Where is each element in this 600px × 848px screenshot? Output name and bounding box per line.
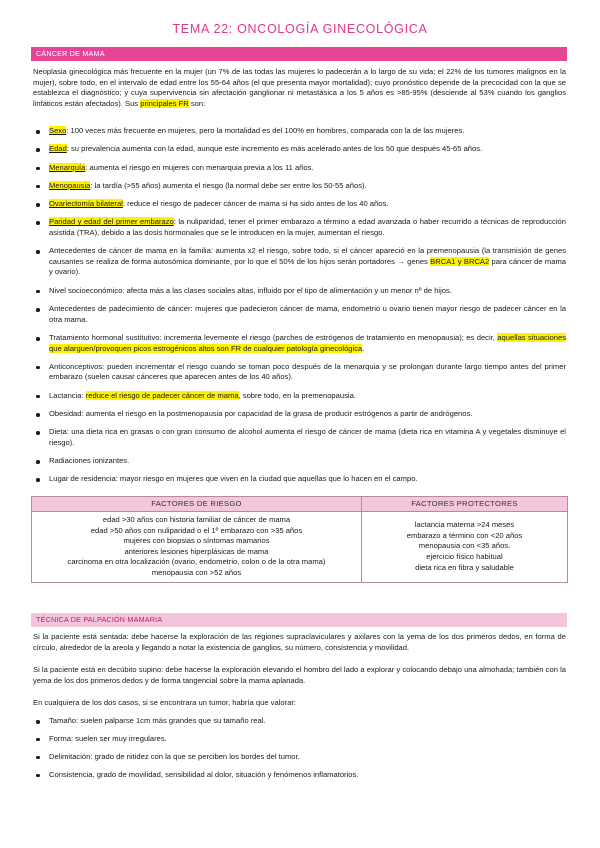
- palpation-seated-paragraph: Si la paciente está sentada: debe hacerse la exploración de las regiones supraclaviculares y axilares con la yema de los dos primeros dedos, en forma de círculo, alrededor de la areola y llegando a notar la existencia de ganglios, su número, consistencia y movilidad.: [33, 632, 566, 652]
- table-row: [32, 512, 568, 583]
- list-item: [33, 181, 566, 192]
- hrt-end: .: [362, 343, 365, 353]
- intro-text: Neoplasia ginecológica más frecuente en la mujer (un 7% de las todas las mujeres lo padecerán a lo largo de su vida; el 22% de los tumores malignos en la mujer), sobre todo, en el intervalo de edad entre los 55-64 años (el que presenta mayor mortalidad); cuyo pronóstico depende de la precocidad con la que se establezca el diagnóstico; y cuya supervivencia sin afectación ganglionar ni metastásica a los 5 años es >85-95% (desciende al 53% cuando los ganglios linfáticos están afectados). Sus: [33, 67, 566, 108]
- list-item: [33, 427, 566, 448]
- tumor-evaluation-list: [33, 716, 566, 780]
- contraceptives-text: Anticonceptivos: pueden incrementar el riesgo cuando se toman poco después de la menarquia y se prolongan durante largo tiempo antes del primer embarazo (suelen causar cánceres que aparecen antes de los 40 años).: [49, 361, 566, 382]
- list-item: Consistencia, grado de movilidad, sensibilidad al dolor, situación y fenómenos inflamatorios.: [33, 770, 566, 781]
- lactation-highlight: reduce el riesgo de padecer cáncer de mama: [85, 390, 239, 400]
- family-end: para cáncer de mama y ovario).: [49, 256, 566, 277]
- list-item: [33, 199, 566, 210]
- section-heading-breast-cancer: CÁNCER DE MAMA: [31, 47, 567, 61]
- header-protective-factors: FACTORES PROTECTORES: [362, 497, 568, 512]
- list-item: [33, 144, 566, 155]
- diet-text: Dieta: una dieta rica en grasas o con gran consumo de alcohol aumenta el riesgo de cáncer de mama (dieta rica en vitamina A y vegetales disminuye el riesgo).: [49, 427, 566, 447]
- family-highlight: BRCA1 y BRCA2: [430, 256, 490, 266]
- factor-text: : la tardía (>55 años) aumenta el riesgo (la normal debe ser entre los 50-55 años).: [90, 180, 367, 190]
- list-item: [33, 409, 566, 420]
- factor-label: Ovariectomía bilateral: [49, 199, 123, 209]
- list-item: [33, 362, 566, 383]
- list-item: [33, 456, 566, 467]
- page-title: TEMA 22: ONCOLOGÍA GINECOLÓGICA: [172, 22, 428, 36]
- list-item: [33, 286, 566, 297]
- risk-factor-list: [33, 126, 566, 485]
- intro-paragraph: [33, 67, 566, 109]
- protect-item: embarazo a término con <20 años: [406, 530, 523, 540]
- intro-end: son:: [188, 98, 206, 108]
- palpation-supine-paragraph: Si la paciente está en decúbito supino: debe hacerse la exploración elevando el hombro del lado a explorar y colocando debajo una almohada; también con la yema de los dos primeros dedos y de forma tangencial sobre la mama aplanada.: [33, 665, 566, 685]
- list-item: Delimitación: grado de nitidez con la que se perciben los bordes del tumor.: [33, 752, 566, 763]
- hrt-text: Tratamiento hormonal sustitutivo: incrementa levemente el riesgo (parches de estrógenos de tratamiento en menopausia); es decir,: [49, 332, 498, 342]
- list-item: [33, 246, 566, 278]
- factor-label: Paridad y edad del primer embarazo: [49, 217, 174, 227]
- list-item: [33, 474, 566, 485]
- prior-text: Antecedentes de padecimiento de cáncer: mujeres que padecieron cáncer de mama, endometrio u ovario tienen mayor riesgo de padecer cáncer en la otra mama.: [49, 304, 566, 324]
- factor-label: Sexo: [49, 126, 67, 135]
- factor-label: Menopausia: [49, 180, 91, 190]
- list-item: Tamaño: suelen palparse 1cm más grandes que su tamaño real.: [33, 716, 566, 727]
- family-text: Antecedentes de cáncer de mama en la familia: aumenta x2 el riesgo, sobre todo, si el cáncer apareció en la premenopausia (la transmisión de genes causantes se realiza de forma autosómica dominante, por lo que el 50% de los hijos serán portadores → genes: [49, 246, 566, 266]
- table-header-row: [32, 497, 568, 512]
- section-heading-palpation: TÉCNICA DE PALPACIÓN MAMARIA: [31, 613, 567, 627]
- radiation-text: Radiaciones ionizantes.: [49, 456, 130, 466]
- protect-item: dieta rica en fibra y saludable: [415, 562, 514, 572]
- list-item: [33, 304, 566, 325]
- protect-item: ejercicio físico habitual: [426, 552, 503, 562]
- risk-factors-cell: [32, 512, 362, 583]
- risk-item: edad >50 años con nuliparidad o el 1º embarazo con >35 años: [90, 525, 303, 535]
- socio-text: Nivel socioeconómico: afecta más a las clases sociales altas, influido por el tipo de alimentación y un menor nº de hijos.: [49, 285, 452, 295]
- list-item: [33, 217, 566, 238]
- list-item: [33, 126, 566, 137]
- risk-item: anteriores lesiones hiperplásicas de mama: [124, 546, 269, 556]
- lactation-end: , sobre todo, en la premenopausia.: [238, 390, 356, 400]
- intro-highlight: principales FR: [140, 98, 189, 108]
- list-item: [33, 163, 566, 174]
- palpation-evaluation-paragraph: En cualquiera de los dos casos, si se encontrara un tumor, habría que valorar:: [33, 698, 296, 707]
- protect-item: menopausia con <35 años.: [418, 541, 511, 551]
- risk-item: carcinoma en otra localización (ovario, endometrio, colon o de la otra mama): [67, 557, 326, 567]
- factor-text: : la nuliparidad, tener el primer embarazo a término a edad avanzada o haber recurrido a técnicas de reproducción asistida (TRA), debido a las dosis hormonales que se le introducen en la mujer, aumentan el riesgo.: [49, 217, 566, 237]
- residence-text: Lugar de residencia: mayor riesgo en mujeres que viven en la ciudad que aquellas que lo hacen en el campo.: [49, 474, 418, 484]
- list-item: [33, 391, 566, 402]
- list-item: [33, 333, 566, 354]
- protective-factors-cell: [362, 512, 568, 583]
- factor-text: : 100 veces más frecuente en mujeres, pero la mortalidad es del 100% en hombres, comparada con la de las mujeres.: [66, 126, 465, 135]
- protect-item: lactancia materna >24 meses: [414, 520, 515, 530]
- header-risk-factors: FACTORES DE RIESGO: [32, 497, 362, 512]
- factor-text: : reduce el riesgo de padecer cáncer de mama si ha sido antes de los 40 años.: [122, 199, 389, 209]
- factor-label: Edad: [49, 144, 67, 154]
- hrt-highlight: aquellas situaciones que alarguen/provoquen picos estrogénicos altos son FR de cualquier patología ginecológica: [49, 332, 566, 353]
- factor-label: Menarquía: [49, 162, 86, 172]
- risk-item: edad >30 años con historia familiar de cáncer de mama: [102, 515, 291, 524]
- risk-item: menopausia con >52 años: [151, 567, 242, 577]
- factors-table: [31, 496, 568, 583]
- obesity-text: Obesidad: aumenta el riesgo en la postmenopausia por capacidad de la grasa de producir estrógenos a partir de andrógenos.: [49, 408, 473, 418]
- factor-text: : su prevalencia aumenta con la edad, aunque este incremento es más acelerado antes de los 50 que después 45-65 años.: [66, 144, 483, 154]
- list-item: Forma: suelen ser muy irregulares.: [33, 734, 566, 745]
- factor-text: : aumenta el riesgo en mujeres con menarquia previa a los 11 años.: [85, 162, 314, 172]
- lactation-text: Lactancia:: [49, 390, 86, 400]
- risk-item: mujeres con biopsias o síntomas mamarios: [123, 536, 270, 546]
